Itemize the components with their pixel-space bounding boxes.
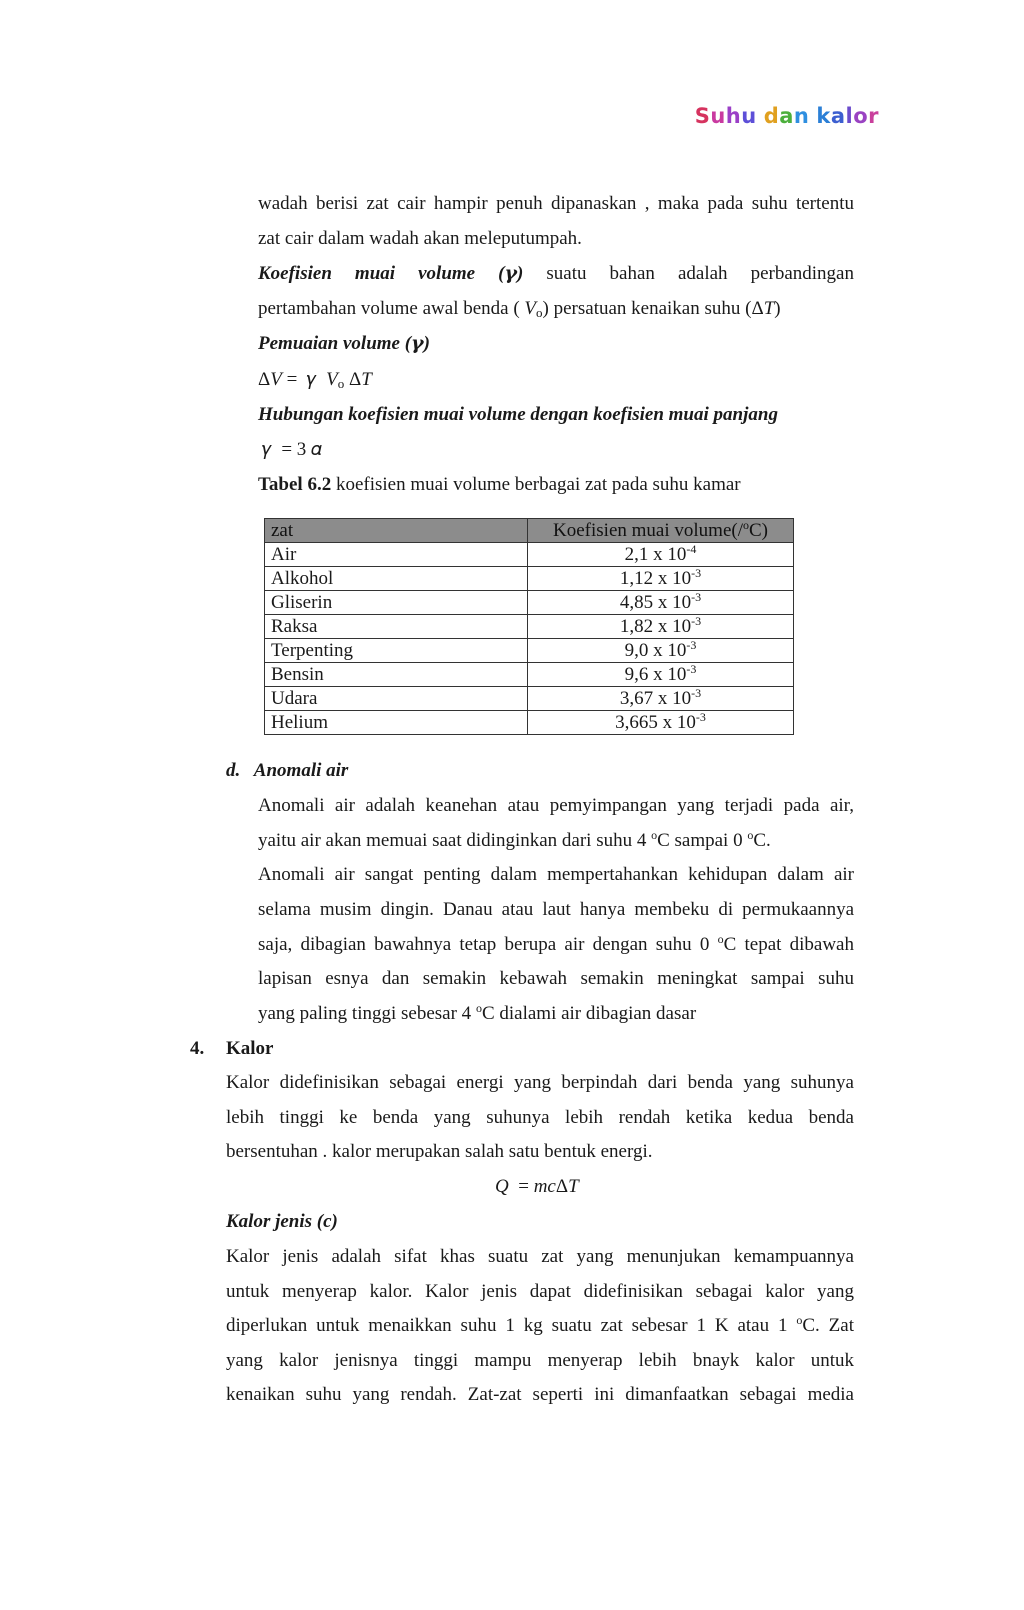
koef-term-rest: suatu bahan adalah perbandingan: [546, 263, 854, 284]
caption-label: Tabel 6.2: [258, 474, 332, 495]
logo-letter: h: [725, 104, 742, 128]
koef-term: Koefisien muai volume (𝜸): [258, 263, 524, 284]
koef-definition-line-2: [258, 297, 781, 321]
kalor-heading: Kalor: [226, 1038, 274, 1059]
header-koef-unit: C): [749, 519, 768, 541]
kalor-jenis-line-3: [226, 1314, 854, 1338]
equals-gamma: = 𝛾: [281, 369, 327, 390]
anomali-line-6: lapisan esnya dan semakin kebawah semakin meningkat sampai suhu: [258, 968, 854, 989]
logo-letter: r: [868, 104, 879, 128]
koef-base: 9,6 x 10: [624, 663, 687, 685]
pemuaian-heading: Pemuaian volume (𝜸): [258, 333, 430, 354]
var-mc: mc: [533, 1176, 556, 1197]
logo-letter: a: [779, 104, 794, 128]
anomali-heading: d. Anomali air: [226, 760, 349, 781]
logo-letter: k: [816, 104, 831, 128]
koef-exponent: -3: [691, 613, 702, 628]
table-row: [265, 711, 794, 735]
cell-zat: Terpenting: [265, 639, 528, 663]
kalor-line-1: Kalor didefinisikan sebagai energi yang berpindah dari benda yang suhunya: [226, 1072, 854, 1093]
anomali-line-4: selama musim dingin. Danau atau laut hanya membeku di permukaannya: [258, 899, 854, 920]
delta: Δ: [555, 1176, 569, 1197]
kalor-jenis-line-2: untuk menyerap kalor. Kalor jenis dapat didefinisikan sebagai kalor yang: [226, 1281, 854, 1302]
cell-koefisien: [528, 639, 794, 663]
cell-koefisien: [528, 615, 794, 639]
sub-o: o: [337, 376, 345, 391]
logo-letter: l: [845, 104, 854, 128]
header-koefisien: [528, 519, 794, 543]
koef-exponent: -3: [686, 637, 697, 652]
hubungan-heading: Hubungan koefisien muai volume dengan koefisien muai panjang: [258, 404, 778, 425]
koef-text-a: pertambahan volume awal benda (: [258, 298, 520, 319]
koef-exponent: -3: [686, 661, 697, 676]
koef-base: 3,67 x 10: [619, 687, 692, 709]
table-caption: [258, 473, 741, 497]
koef-exponent: -3: [695, 709, 706, 724]
table-row: [265, 615, 794, 639]
cell-zat: Bensin: [265, 663, 528, 687]
var-t: T: [763, 298, 775, 319]
text: yang paling tinggi sebesar 4: [258, 1003, 476, 1024]
cell-koefisien: [528, 591, 794, 615]
var-v0: V: [326, 369, 338, 390]
koef-exponent: -3: [691, 685, 702, 700]
koef-base: 1,12 x 10: [619, 567, 692, 589]
text: C sampai 0: [657, 830, 748, 851]
kalor-jenis-line-5: kenaikan suhu yang rendah. Zat-zat seperti ini dimanfaatkan sebagai media: [226, 1384, 854, 1405]
cell-zat: Helium: [265, 711, 528, 735]
logo-letter: u: [741, 104, 757, 128]
cell-koefisien: [528, 711, 794, 735]
table-header-row: [265, 519, 794, 543]
kalor-jenis-heading: Kalor jenis (c): [226, 1211, 338, 1232]
koef-exponent: -4: [686, 541, 697, 556]
cell-zat: Udara: [265, 687, 528, 711]
coefficient-table: [264, 518, 794, 735]
var-v: V: [270, 369, 282, 390]
text: yaitu air akan memuai saat didinginkan dari suhu 4: [258, 830, 652, 851]
kalor-formula: [495, 1175, 579, 1199]
kalor-jenis-line-4: yang kalor jenisnya tinggi mampu menyerap lebih bnayk kalor untuk: [226, 1350, 854, 1371]
intro-line-2: zat cair dalam wadah akan meleputumpah.: [258, 228, 582, 249]
header-zat: zat: [265, 519, 528, 543]
text: saja, dibagian bawahnya tetap berupa air dengan suhu 0: [258, 934, 718, 955]
kalor-line-2: lebih tinggi ke benda yang suhunya lebih rendah ketika kedua benda: [226, 1107, 854, 1128]
cell-zat: Alkohol: [265, 567, 528, 591]
cell-koefisien: [528, 543, 794, 567]
pemuaian-formula: [258, 368, 372, 392]
header-koef-text: Koefisien muai volume(/: [553, 519, 743, 541]
table-row: [265, 663, 794, 687]
cell-koefisien: [528, 567, 794, 591]
text: C tepat dibawah: [723, 934, 854, 955]
cell-koefisien: [528, 663, 794, 687]
equals: =: [508, 1176, 534, 1197]
table-row: [265, 591, 794, 615]
degree-sup: o: [743, 517, 749, 532]
cell-zat: Air: [265, 543, 528, 567]
degree-sup: o: [747, 828, 754, 842]
text: C dialami air dibagian dasar: [481, 1003, 697, 1024]
cell-koefisien: [528, 687, 794, 711]
koef-exponent: -3: [691, 565, 702, 580]
sub-o: o: [536, 305, 543, 320]
text: C.: [753, 830, 771, 851]
header-logo: [695, 104, 879, 128]
degree-sup: o: [651, 828, 658, 842]
anomali-line-1: Anomali air adalah keanehan atau pemyimpangan yang terjadi pada air,: [258, 795, 854, 816]
anomali-line-5: [258, 933, 854, 957]
anomali-line-3: Anomali air sangat penting dalam mempertahankan kehidupan dalam air: [258, 864, 854, 885]
degree-sup: o: [796, 1313, 803, 1327]
koef-base: 9,0 x 10: [624, 639, 687, 661]
kalor-line-3: bersentuhan . kalor merupakan salah satu bentuk energi.: [226, 1141, 653, 1162]
koef-definition-line-1: [258, 262, 854, 286]
table-row: [265, 567, 794, 591]
var-t: T: [568, 1176, 579, 1197]
var-v: V: [524, 298, 537, 319]
var-q: Q: [495, 1176, 509, 1197]
kalor-jenis-line-1: Kalor jenis adalah sifat khas suatu zat yang menunjukan kemampuannya: [226, 1246, 854, 1267]
text: diperlukan untuk menaikkan suhu 1 kg suatu zat sebesar 1 K atau 1: [226, 1315, 797, 1336]
intro-line-1: wadah berisi zat cair hampir penuh dipanaskan , maka pada suhu tertentu: [258, 193, 854, 214]
anomali-line-2: [258, 829, 771, 853]
logo-letter: n: [793, 104, 810, 128]
table-row: [265, 543, 794, 567]
koef-base: 3,665 x 10: [615, 711, 696, 733]
logo-letter: o: [853, 104, 869, 128]
logo-letter: d: [763, 104, 780, 128]
caption-text: koefisien muai volume berbagai zat pada suhu kamar: [331, 474, 741, 495]
degree-sup: o: [475, 1001, 482, 1015]
delta: Δ: [344, 369, 362, 390]
degree-sup: o: [717, 932, 724, 946]
cell-zat: Gliserin: [265, 591, 528, 615]
logo-letter: u: [710, 104, 726, 128]
table-row: [265, 639, 794, 663]
koef-exponent: -3: [691, 589, 702, 604]
anomali-line-7: [258, 1002, 696, 1026]
logo-letter: S: [694, 104, 711, 128]
kalor-number: 4.: [190, 1038, 205, 1059]
koef-base: 4,85 x 10: [619, 591, 692, 613]
table-row: [265, 687, 794, 711]
var-t: T: [361, 369, 372, 390]
cell-zat: Raksa: [265, 615, 528, 639]
koef-text-c: ): [774, 298, 781, 319]
koef-base: 1,82 x 10: [619, 615, 692, 637]
koef-base: 2,1 x 10: [624, 543, 687, 565]
hubungan-formula: 𝛾 = 3 𝛼: [262, 439, 323, 460]
text: C. Zat: [802, 1315, 855, 1336]
logo-letter: a: [830, 104, 846, 128]
koef-text-b: ) persatuan kenaikan suhu (Δ: [542, 298, 764, 319]
delta: Δ: [258, 369, 271, 390]
